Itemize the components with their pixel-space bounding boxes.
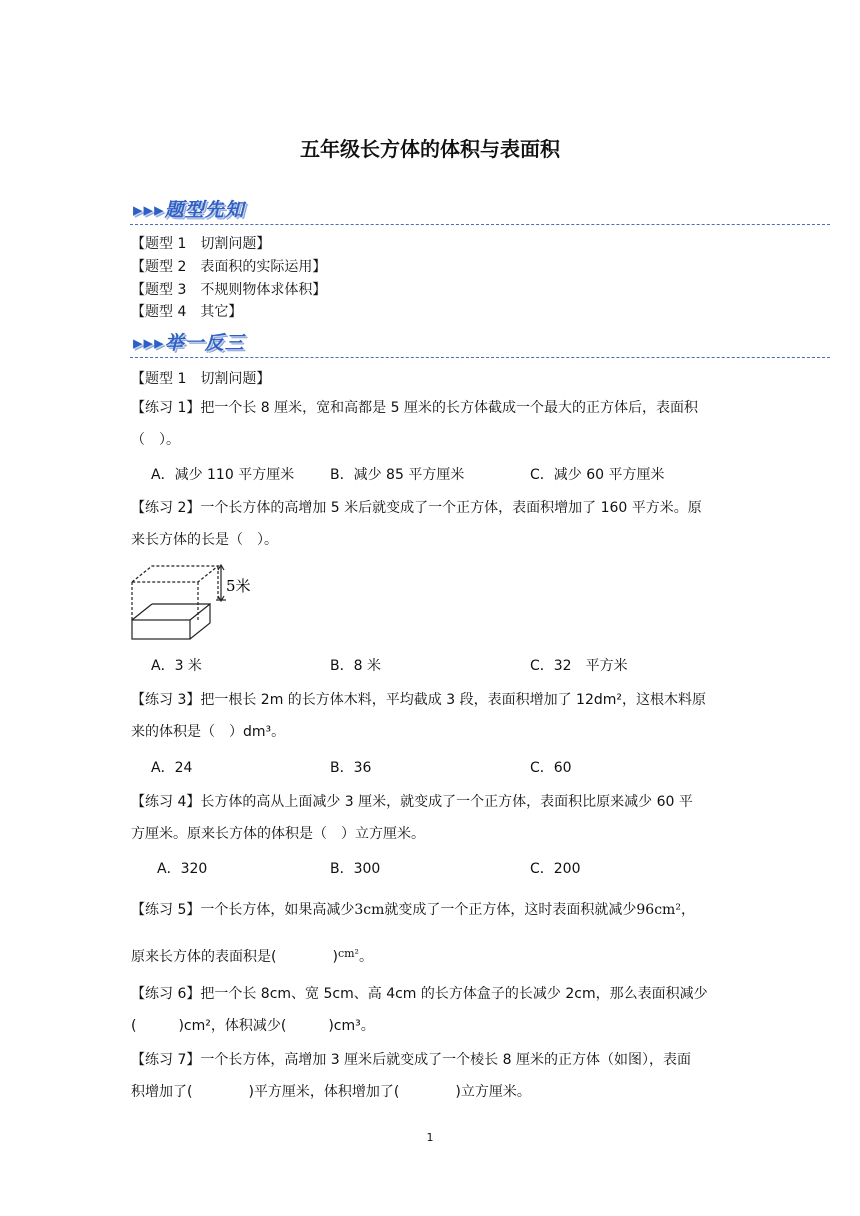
exercise-1-line-1: 【练习 1】把一个长 8 厘米，宽和高都是 5 厘米的长方体截成一个最大的正方体后，表面积: [131, 400, 698, 416]
exercise-2-option-b: B．8 米: [330, 658, 381, 674]
exercise-7-line-2: 积增加了( )平方厘米，体积增加了( )立方厘米。: [131, 1084, 531, 1100]
section-divider: [130, 357, 830, 358]
type-list-item: 【题型 3 不规则物体求体积】: [131, 282, 327, 298]
section-banner-practice: ▸▸▸举一反三: [133, 332, 245, 354]
exercise-3-option-c: C．60: [530, 760, 572, 776]
exercise-2-line-2: 来长方体的长是（ ）。: [131, 532, 278, 548]
exercise-3-option-a: A．24: [151, 760, 193, 776]
exercise-5-value: 3cm: [354, 902, 385, 918]
type-list-item: 【题型 4 其它】: [131, 304, 243, 320]
exercise-4-option-a: A．320: [157, 861, 208, 877]
exercise-5-text: 【练习 5】一个长方体，如果高减少: [131, 902, 355, 918]
exercise-5-line-2: [131, 944, 373, 967]
exercise-5-unit: cm²: [337, 947, 359, 960]
exercise-5-value: 96cm²: [636, 902, 681, 918]
exercise-1-option-a: A．减少 110 平方厘米: [151, 467, 295, 483]
exercise-1-option-c: C．减少 60 平方厘米: [530, 467, 665, 483]
exercise-4-option-c: C．200: [530, 861, 581, 877]
type-list-item: 【题型 1 切割问题】: [131, 236, 271, 252]
exercise-3-line-1: 【练习 3】把一根长 2m 的长方体木料，平均截成 3 段，表面积增加了 12dm²，这根木料原: [131, 692, 707, 708]
page-title: 五年级长方体的体积与表面积: [300, 137, 560, 161]
exercise-2-option-c: C．32 平方米: [530, 658, 628, 674]
exercise-5-text: 原来长方体的表面积是( ): [131, 949, 338, 965]
exercise-3-line-2: 来的体积是（ ）dm³。: [131, 724, 286, 740]
exercise-7-line-1: 【练习 7】一个长方体，高增加 3 厘米后就变成了一个棱长 8 厘米的正方体（如图），表面: [131, 1052, 691, 1068]
exercise-4-line-1: 【练习 4】长方体的高从上面减少 3 厘米，就变成了一个正方体，表面积比原来减少 60 平: [131, 794, 693, 810]
exercise-6-line-1: 【练习 6】把一个长 8cm、宽 5cm、高 4cm 的长方体盒子的长减少 2cm，那么表面积减少: [131, 986, 708, 1002]
exercise-5-text: 就变成了一个正方体，这时表面积就减少: [384, 902, 637, 918]
figure-height-label: 5米: [226, 577, 251, 595]
exercise-5-text: 。: [358, 949, 373, 965]
cuboid-figure: [128, 562, 258, 644]
section-banner-overview: ▸▸▸题型先知: [133, 199, 245, 221]
exercise-1-line-2: （ ）。: [131, 432, 180, 448]
exercise-2-line-1: 【练习 2】一个长方体的高增加 5 米后就变成了一个正方体，表面积增加了 160 平方米。原: [131, 500, 702, 516]
exercise-4-option-b: B．300: [330, 861, 381, 877]
exercise-1-option-b: B．减少 85 平方厘米: [330, 467, 465, 483]
type-list-item: 【题型 2 表面积的实际运用】: [131, 259, 327, 275]
exercise-3-option-b: B．36: [330, 760, 372, 776]
exercise-6-line-2: ( )cm²，体积减少( )cm³。: [131, 1018, 375, 1034]
exercise-5-line-1: [131, 900, 695, 920]
section-divider: [130, 224, 830, 225]
page-number: 1: [426, 1131, 434, 1144]
exercise-5-text: ，: [680, 902, 695, 918]
exercise-4-line-2: 方厘米。原来长方体的体积是（ ）立方厘米。: [131, 826, 425, 842]
exercise-2-option-a: A．3 米: [151, 658, 202, 674]
type-heading: 【题型 1 切割问题】: [131, 371, 271, 387]
